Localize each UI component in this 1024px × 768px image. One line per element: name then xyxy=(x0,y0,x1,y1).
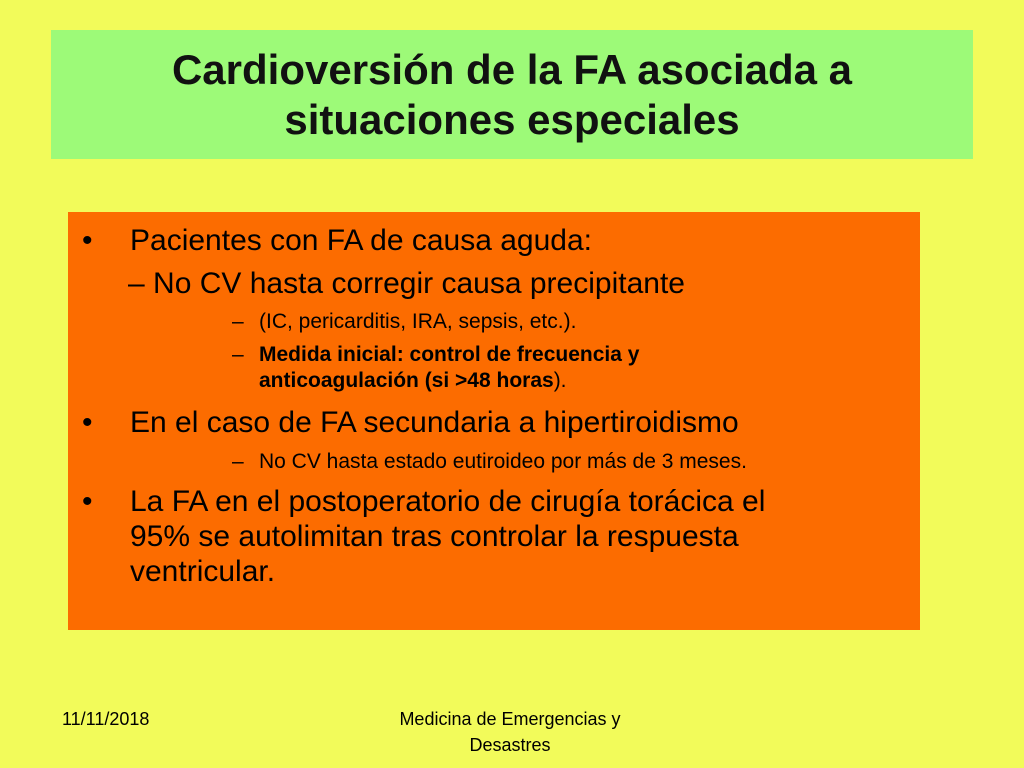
dash-marker: – xyxy=(232,343,244,366)
footer-course-line-1: Medicina de Emergencias y xyxy=(399,709,621,729)
title-box xyxy=(51,30,973,159)
bullet-marker: • xyxy=(82,485,93,518)
slide-title-line-2: situaciones especiales xyxy=(284,95,740,143)
bullet-text: En el caso de FA secundaria a hipertiroidismo xyxy=(130,406,739,439)
detail-text: No CV hasta estado eutiroideo por más de 3 meses. xyxy=(259,450,747,473)
bullet-text: Pacientes con FA de causa aguda: xyxy=(130,224,592,257)
detail-text: (IC, pericarditis, IRA, sepsis, etc.). xyxy=(259,310,577,333)
sub-bullet-no-cv xyxy=(128,266,685,301)
bullet-text-line-1: La FA en el postoperatorio de cirugía torácica el xyxy=(130,485,766,518)
detail-text-line-2 xyxy=(259,368,567,394)
footer-course-name xyxy=(370,706,650,758)
plain-tail: ). xyxy=(553,369,567,392)
dash-marker: – xyxy=(128,267,145,300)
slide-title xyxy=(172,45,852,145)
dash-marker: – xyxy=(232,310,244,333)
bold-text: anticoagulación (si >48 horas xyxy=(259,369,554,392)
bullet-text-line-3: ventricular. xyxy=(130,555,276,588)
slide-title-line-1: Cardioversión de la FA asociada a xyxy=(171,45,853,93)
dash-marker: – xyxy=(232,450,244,473)
bullet-marker: • xyxy=(82,224,93,257)
bullet-text-line-2: 95% se autolimitan tras controlar la respuesta xyxy=(130,520,739,553)
footer-course-line-2: Desastres xyxy=(469,735,551,755)
sub-bullet-text: No CV hasta corregir causa precipitante xyxy=(153,267,685,300)
detail-text-line-1 xyxy=(259,342,639,368)
footer-date: 11/11/2018 xyxy=(62,709,150,729)
bold-text: Medida inicial: control de frecuencia y xyxy=(259,343,640,366)
content-box xyxy=(68,212,920,630)
bullet-marker: • xyxy=(82,406,93,439)
